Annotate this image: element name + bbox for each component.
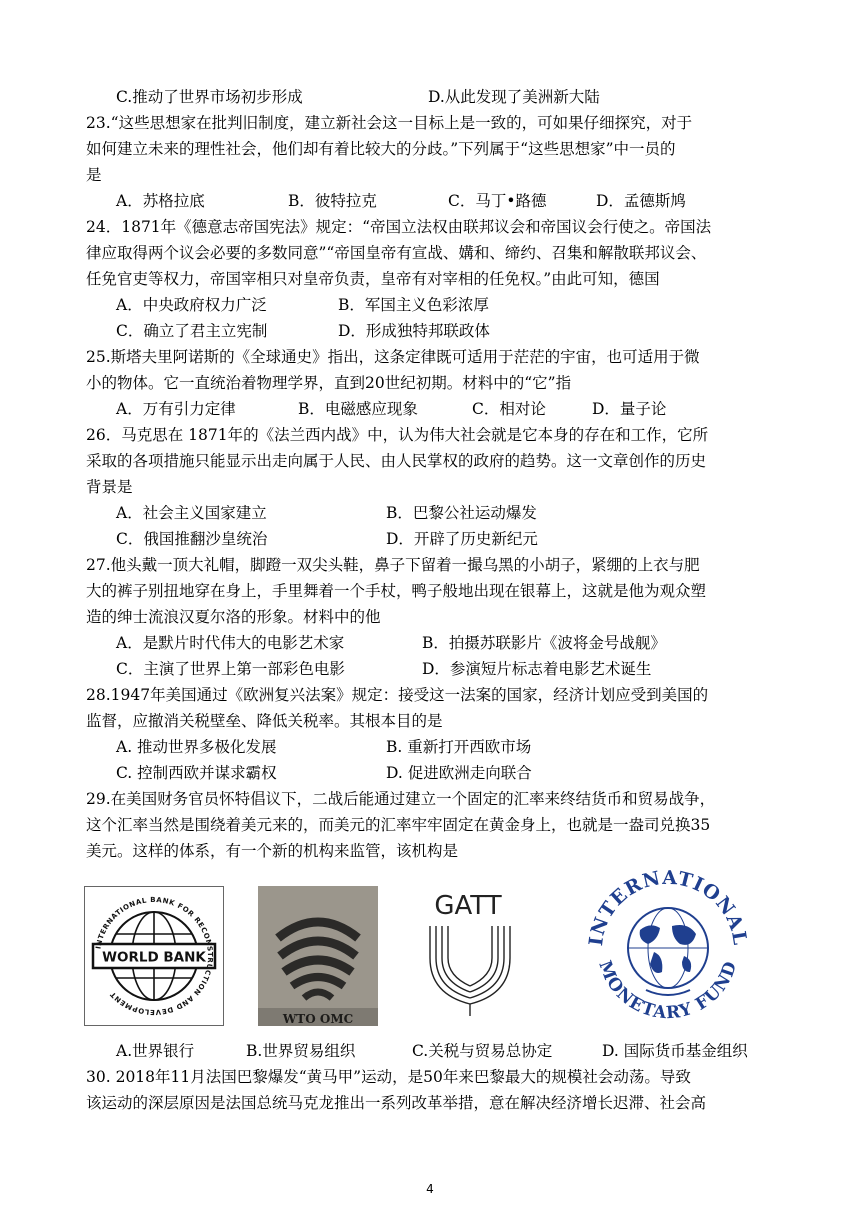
q23-option-d: D．孟德斯鸠 [596, 192, 686, 210]
q24-option-b: B．军国主义色彩浓厚 [338, 296, 489, 314]
q28-option-b: B. 重新打开西欧市场 [386, 738, 532, 756]
imf-logo [588, 864, 748, 1028]
wto-logo [258, 886, 378, 1026]
page-number: 4 [426, 1182, 434, 1196]
q27-stem-line-1: 27.他头戴一顶大礼帽，脚蹬一双尖头鞋，鼻子下留着一撮乌黑的小胡子，紧绷的上衣与肥 [86, 556, 700, 574]
q26-option-d: D．开辟了历史新纪元 [386, 530, 538, 548]
q24-stem-line-3: 任免官吏等权力，帝国宰相只对皇帝负责，皇帝有对宰相的任免权。”由此可知，德国 [86, 270, 660, 288]
q28-option-a: A. 推动世界多极化发展 [116, 738, 277, 756]
q25-option-d: D．量子论 [592, 400, 667, 418]
q30-stem-line-2: 该运动的深层原因是法国总统马克龙推出一系列改革举措，意在解决经济增长迟滞、社会高 [86, 1094, 707, 1112]
q25-option-a: A．万有引力定律 [116, 400, 236, 418]
wto-emblem-icon [258, 886, 378, 1026]
gatt-logo [418, 886, 528, 1026]
gatt-emblem-icon [418, 886, 528, 1026]
q25-option-b: B．电磁感应现象 [298, 400, 418, 418]
q23-stem-line-1: 23.“这些思想家在批判旧制度，建立新社会这一目标上是一致的，可如果仔细探究，对于 [86, 114, 693, 132]
q28-stem-line-1: 28.1947年美国通过《欧洲复兴法案》规定：接受这一法案的国家，经济计划应受到美国的 [86, 686, 709, 704]
q25-stem-line-2: 小的物体。它一直统治着物理学界，直到20世纪初期。材料中的“它”指 [86, 374, 572, 392]
q27-stem-line-2: 大的裤子别扭地穿在身上，手里舞着一个手杖，鸭子般地出现在银幕上，这就是他为观众塑 [86, 582, 707, 600]
world-bank-logo [84, 886, 224, 1026]
q29-stem-line-1: 29.在美国财务官员怀特倡议下，二战后能通过建立一个固定的汇率来终结货币和贸易战争， [86, 790, 716, 808]
q27-option-d: D．参演短片标志着电影艺术诞生 [422, 660, 652, 678]
q26-stem-line-3: 背景是 [86, 478, 133, 496]
q24-stem-line-1: 24．1871年《德意志帝国宪法》规定：“帝国立法权由联邦议会和帝国议会行使之。帝国法 [86, 218, 712, 236]
q27-option-b: B．拍摄苏联影片《波将金号战舰》 [422, 634, 666, 652]
q24-option-a: A．中央政府权力广泛 [116, 296, 267, 314]
q26-option-a: A．社会主义国家建立 [116, 504, 267, 522]
imf-bottom-text: MONETARY FUND [594, 958, 742, 1024]
imf-top-text: NTERNATIONA [588, 866, 748, 939]
q28-stem-line-2: 监督，应撤消关税壁垒、降低关税率。其根本目的是 [86, 712, 443, 730]
imf-emblem-icon [588, 864, 748, 1028]
q29-stem-line-3: 美元。这样的体系，有一个新的机构来监管，该机构是 [86, 842, 459, 860]
q28-option-c: C. 控制西欧并谋求霸权 [116, 764, 277, 782]
q26-stem-line-1: 26．马克思在 1871年的《法兰西内战》中，认为伟大社会就是它本身的存在和工作，它所 [86, 426, 709, 444]
q29-option-c: C.关税与贸易总协定 [412, 1042, 553, 1060]
q23-option-a: A．苏格拉底 [116, 192, 205, 210]
q27-stem-line-3: 造的绅士流浪汉夏尔洛的形象。材料中的他 [86, 608, 381, 626]
q26-option-b: B．巴黎公社运动爆发 [386, 504, 537, 522]
world-bank-ring-text: INTERNATIONAL BANK FOR RECONSTRUCTION AND DEVELOPMENT [94, 895, 215, 1017]
q29-option-d: D. 国际货币基金组织 [602, 1042, 748, 1060]
q28-option-d: D. 促进欧洲走向联合 [386, 764, 532, 782]
q27-option-c: C．主演了世界上第一部彩色电影 [116, 660, 345, 678]
q25-option-c: C．相对论 [472, 400, 546, 418]
q29-option-b: B.世界贸易组织 [246, 1042, 356, 1060]
q23-stem-line-3: 是 [86, 166, 102, 184]
gatt-logo-text: GATT [434, 891, 502, 921]
world-bank-center-text: WORLD BANK [102, 949, 206, 966]
q26-stem-line-2: 采取的各项措施只能显示出走向属于人民、由人民掌权的政府的趋势。这一文章创作的历史 [86, 452, 707, 470]
q29-option-a: A.世界银行 [116, 1042, 195, 1060]
q24-stem-line-2: 律应取得两个议会必要的多数同意”“帝国皇帝有宣战、媾和、缔约、召集和解散联邦议会、 [86, 244, 707, 262]
q30-stem-line-1: 30. 2018年11月法国巴黎爆发“黄马甲”运动，是50年来巴黎最大的规模社会动荡。导致 [86, 1068, 691, 1086]
q23-option-b: B．彼特拉克 [288, 192, 377, 210]
q27-option-a: A．是默片时代伟大的电影艺术家 [116, 634, 345, 652]
q22-option-d: D.从此发现了美洲新大陆 [428, 88, 600, 106]
q23-option-c: C．马丁•路德 [448, 192, 547, 210]
q29-stem-line-2: 这个汇率当然是围绕着美元来的，而美元的汇率牢牢固定在黄金身上，也就是一盎司兑换35 [86, 816, 711, 834]
q23-stem-line-2: 如何建立未来的理性社会，他们却有着比较大的分歧。”下列属于“这些思想家”中一员的 [86, 140, 676, 158]
q24-option-c: C．确立了君主立宪制 [116, 322, 268, 340]
q25-stem-line-1: 25.斯塔夫里阿诺斯的《全球通史》指出，这条定律既可适用于茫茫的宇宙，也可适用于微 [86, 348, 700, 366]
q24-option-d: D．形成独特邦联政体 [338, 322, 490, 340]
q22-option-c: C.推动了世界市场初步形成 [116, 88, 303, 106]
wto-logo-text: WTO OMC [282, 1012, 354, 1026]
q26-option-c: C．俄国推翻沙皇统治 [116, 530, 268, 548]
world-bank-emblem-icon [85, 887, 223, 1025]
